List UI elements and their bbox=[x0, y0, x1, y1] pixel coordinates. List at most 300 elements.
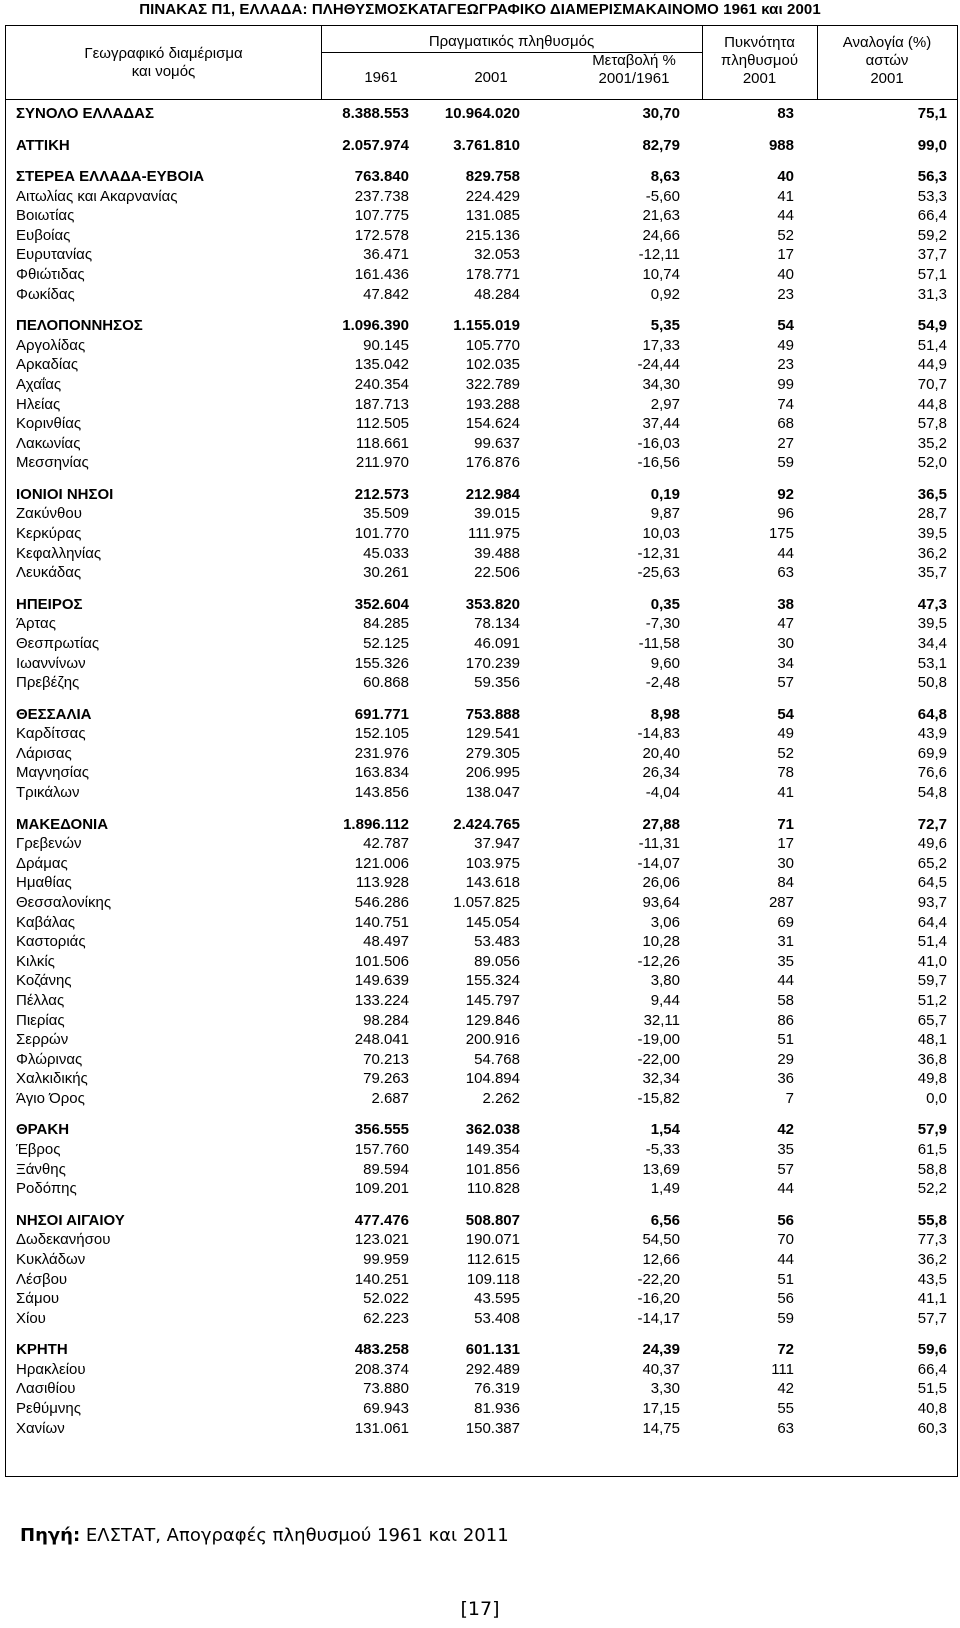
population-1961: 140.751 bbox=[354, 913, 409, 931]
urban-ratio-2001: 37,7 bbox=[917, 246, 947, 264]
region-name: Δωδεκανήσου bbox=[16, 1231, 111, 1249]
urban-ratio-2001: 51,5 bbox=[917, 1380, 947, 1398]
region-name: ΠΕΛΟΠΟΝΝΗΣΟΣ bbox=[16, 317, 143, 335]
region-name: Ημαθίας bbox=[16, 874, 72, 892]
population-1961: 69.943 bbox=[363, 1400, 409, 1417]
change-percent: 12,66 bbox=[642, 1250, 680, 1268]
region-name: Ζακύνθου bbox=[16, 505, 82, 523]
change-percent: 24,66 bbox=[642, 226, 680, 244]
region-name: ΜΑΚΕΔΟΝΙΑ bbox=[16, 815, 109, 833]
urban-ratio-2001: 44,8 bbox=[917, 395, 947, 413]
urban-ratio-2001: 36,5 bbox=[917, 485, 947, 503]
urban-ratio-2001: 54,8 bbox=[917, 784, 947, 801]
change-percent: 3,30 bbox=[650, 1380, 680, 1398]
population-1961: 30.261 bbox=[363, 564, 409, 582]
population-2001: 1.155.019 bbox=[453, 317, 520, 335]
population-1961: 133.224 bbox=[354, 991, 409, 1009]
population-1961: 231.976 bbox=[354, 744, 409, 762]
density-2001: 17 bbox=[777, 246, 794, 264]
population-1961: 101.770 bbox=[354, 525, 409, 542]
region-total-row bbox=[6, 104, 957, 124]
urban-ratio-2001: 34,4 bbox=[917, 634, 947, 652]
population-1961: 2.687 bbox=[371, 1089, 409, 1107]
urban-ratio-2001: 57,7 bbox=[917, 1309, 947, 1327]
population-1961: 211.970 bbox=[355, 454, 409, 472]
region-name: ΙΟΝΙΟΙ ΝΗΣΟΙ bbox=[16, 485, 114, 503]
change-percent: -16,56 bbox=[637, 454, 680, 472]
region-name: ΑΤΤΙΚΗ bbox=[16, 136, 70, 154]
density-2001: 57 bbox=[777, 674, 794, 692]
region-name: Ρεθύμνης bbox=[16, 1400, 81, 1417]
population-2001: 212.984 bbox=[465, 485, 520, 503]
population-1961: 73.880 bbox=[363, 1380, 409, 1398]
population-2001: 279.305 bbox=[465, 744, 520, 762]
urban-ratio-2001: 65,7 bbox=[917, 1011, 947, 1029]
urban-ratio-2001: 61,5 bbox=[917, 1141, 947, 1158]
region-total-row bbox=[6, 595, 957, 615]
population-2001: 2.262 bbox=[482, 1089, 520, 1107]
population-1961: 356.555 bbox=[354, 1121, 409, 1139]
population-2001: 53.483 bbox=[474, 933, 520, 951]
population-2001: 292.489 bbox=[465, 1360, 520, 1378]
region-name: Πιερίας bbox=[16, 1011, 65, 1029]
density-2001: 36 bbox=[777, 1070, 794, 1088]
table-row bbox=[6, 563, 957, 583]
table-row bbox=[6, 1230, 957, 1250]
population-2001: 129.541 bbox=[465, 725, 520, 743]
page-number: [17] bbox=[460, 1598, 500, 1620]
change-percent: 3,06 bbox=[650, 913, 680, 931]
region-name: Φλώρινας bbox=[16, 1050, 83, 1068]
header-density: Πυκνότητα πληθυσμού 2001 bbox=[720, 34, 799, 87]
urban-ratio-2001: 43,5 bbox=[917, 1270, 947, 1288]
density-2001: 34 bbox=[777, 654, 794, 672]
urban-ratio-2001: 57,8 bbox=[917, 415, 947, 433]
population-2001: 150.387 bbox=[465, 1419, 520, 1437]
change-percent: 21,63 bbox=[642, 207, 680, 225]
density-2001: 35 bbox=[777, 952, 794, 970]
change-percent: -25,63 bbox=[637, 564, 680, 582]
change-percent: -12,31 bbox=[637, 544, 680, 562]
density-2001: 42 bbox=[777, 1121, 794, 1139]
table-row bbox=[6, 1419, 957, 1439]
region-name: Πρεβέζης bbox=[16, 674, 80, 692]
change-percent: 0,92 bbox=[650, 285, 680, 303]
table-row bbox=[6, 873, 957, 893]
population-2001: 176.876 bbox=[465, 454, 520, 472]
urban-ratio-2001: 43,9 bbox=[917, 725, 947, 743]
region-name: Γρεβενών bbox=[16, 835, 82, 853]
density-2001: 29 bbox=[777, 1050, 794, 1068]
population-2001: 76.319 bbox=[474, 1380, 520, 1398]
change-percent: 2,97 bbox=[650, 395, 680, 413]
change-percent: 17,15 bbox=[642, 1400, 680, 1417]
population-2001: 362.038 bbox=[465, 1121, 520, 1139]
region-total-row bbox=[6, 1120, 957, 1140]
urban-ratio-2001: 65,2 bbox=[917, 854, 947, 872]
change-percent: 1,49 bbox=[650, 1180, 680, 1198]
population-1961: 42.787 bbox=[363, 835, 409, 853]
population-2001: 102.035 bbox=[465, 356, 520, 374]
density-2001: 71 bbox=[777, 815, 794, 833]
region-name: ΝΗΣΟΙ ΑΙΓΑΙΟΥ bbox=[16, 1211, 125, 1229]
urban-ratio-2001: 59,7 bbox=[917, 972, 947, 990]
region-total-row bbox=[6, 705, 957, 725]
change-percent: -19,00 bbox=[637, 1031, 680, 1049]
change-percent: -22,20 bbox=[637, 1270, 680, 1288]
density-2001: 41 bbox=[777, 784, 794, 801]
table-row bbox=[6, 783, 957, 803]
urban-ratio-2001: 51,4 bbox=[917, 336, 947, 354]
population-2001: 32.053 bbox=[474, 246, 520, 264]
density-2001: 23 bbox=[777, 285, 794, 303]
region-name: Χαλκιδικής bbox=[16, 1070, 88, 1088]
change-percent: 9,87 bbox=[650, 505, 680, 523]
urban-ratio-2001: 51,2 bbox=[917, 991, 947, 1009]
density-2001: 44 bbox=[777, 972, 794, 990]
region-name: Ξάνθης bbox=[16, 1160, 66, 1178]
urban-ratio-2001: 39,5 bbox=[917, 615, 947, 633]
population-2001: 2.424.765 bbox=[453, 815, 520, 833]
change-percent: -14,83 bbox=[637, 725, 680, 743]
population-1961: 546.286 bbox=[354, 893, 409, 911]
population-1961: 2.057.974 bbox=[342, 136, 409, 154]
population-2001: 145.054 bbox=[465, 913, 520, 931]
table-row bbox=[6, 893, 957, 913]
region-name: Μεσσηνίας bbox=[16, 454, 89, 472]
density-2001: 49 bbox=[777, 725, 794, 743]
density-2001: 54 bbox=[777, 705, 794, 723]
change-percent: 9,60 bbox=[650, 654, 680, 672]
population-1961: 123.021 bbox=[354, 1231, 409, 1249]
change-percent: -16,03 bbox=[637, 434, 680, 452]
density-2001: 35 bbox=[777, 1141, 794, 1158]
population-1961: 35.509 bbox=[363, 505, 409, 523]
table-row bbox=[6, 453, 957, 473]
population-1961: 107.775 bbox=[354, 207, 409, 225]
urban-ratio-2001: 66,4 bbox=[917, 1360, 947, 1378]
population-1961: 113.928 bbox=[355, 874, 409, 892]
population-2001: 170.239 bbox=[465, 654, 520, 672]
population-1961: 163.834 bbox=[354, 764, 409, 782]
region-name: Λακωνίας bbox=[16, 434, 81, 452]
urban-ratio-2001: 40,8 bbox=[917, 1400, 947, 1417]
change-percent: -5,60 bbox=[645, 187, 680, 205]
table-row bbox=[6, 206, 957, 226]
change-percent: 10,74 bbox=[642, 266, 680, 283]
table-row bbox=[6, 654, 957, 674]
population-1961: 187.713 bbox=[354, 395, 409, 413]
population-1961: 48.497 bbox=[363, 933, 409, 951]
change-percent: 0,19 bbox=[650, 485, 680, 503]
region-name: Θεσπρωτίας bbox=[16, 634, 100, 652]
region-name: ΘΕΣΣΑΛΙΑ bbox=[16, 705, 92, 723]
population-1961: 84.285 bbox=[363, 615, 409, 633]
population-2001: 753.888 bbox=[465, 705, 520, 723]
population-2001: 46.091 bbox=[474, 634, 520, 652]
region-total-row bbox=[6, 1211, 957, 1231]
change-percent: 32,11 bbox=[643, 1011, 680, 1029]
population-1961: 52.125 bbox=[363, 634, 409, 652]
table-row bbox=[6, 744, 957, 764]
urban-ratio-2001: 35,2 bbox=[917, 434, 947, 452]
change-percent: 10,03 bbox=[642, 525, 680, 542]
population-1961: 140.251 bbox=[354, 1270, 409, 1288]
density-2001: 44 bbox=[777, 1180, 794, 1198]
region-name: Ιωαννίνων bbox=[16, 654, 86, 672]
population-1961: 763.840 bbox=[354, 168, 409, 185]
population-2001: 81.936 bbox=[474, 1400, 520, 1417]
urban-ratio-2001: 99,0 bbox=[917, 136, 947, 154]
change-percent: -4,04 bbox=[645, 784, 680, 801]
urban-ratio-2001: 39,5 bbox=[917, 525, 947, 542]
table-row bbox=[6, 1179, 957, 1199]
change-percent: 1,54 bbox=[650, 1121, 680, 1139]
population-1961: 172.578 bbox=[354, 226, 409, 244]
change-percent: 32,34 bbox=[642, 1070, 680, 1088]
table-row bbox=[6, 1360, 957, 1380]
density-2001: 287 bbox=[768, 893, 794, 911]
urban-ratio-2001: 36,2 bbox=[917, 1250, 947, 1268]
region-name: Χίου bbox=[16, 1309, 46, 1327]
population-1961: 477.476 bbox=[354, 1211, 409, 1229]
population-1961: 483.258 bbox=[354, 1341, 409, 1359]
change-percent: 24,39 bbox=[642, 1341, 680, 1359]
population-2001: 508.807 bbox=[465, 1211, 520, 1229]
region-name: Κερκύρας bbox=[16, 525, 82, 542]
urban-ratio-2001: 36,8 bbox=[917, 1050, 947, 1068]
change-percent: -14,07 bbox=[637, 854, 680, 872]
change-percent: 13,69 bbox=[642, 1160, 680, 1178]
population-1961: 36.471 bbox=[363, 246, 409, 264]
region-name: Φωκίδας bbox=[16, 285, 75, 303]
table-row bbox=[6, 634, 957, 654]
density-2001: 84 bbox=[777, 874, 794, 892]
header-change: Μεταβολή % 2001/1961 bbox=[592, 52, 676, 87]
change-percent: 37,44 bbox=[642, 415, 680, 433]
population-2001: 129.846 bbox=[465, 1011, 520, 1029]
population-1961: 8.388.553 bbox=[342, 105, 409, 122]
density-2001: 86 bbox=[777, 1011, 794, 1029]
table-row bbox=[6, 932, 957, 952]
urban-ratio-2001: 35,7 bbox=[917, 564, 947, 582]
change-percent: 20,40 bbox=[642, 744, 680, 762]
table-row bbox=[6, 355, 957, 375]
population-1961: 99.959 bbox=[363, 1250, 409, 1268]
region-name: Μαγνησίας bbox=[16, 764, 90, 782]
region-name: ΘΡΑΚΗ bbox=[16, 1121, 70, 1139]
table-row bbox=[6, 1011, 957, 1031]
region-name: Σερρών bbox=[16, 1031, 69, 1049]
table-row bbox=[6, 1140, 957, 1160]
population-2001: 99.637 bbox=[474, 434, 520, 452]
table-row bbox=[6, 1050, 957, 1070]
urban-ratio-2001: 51,4 bbox=[917, 933, 947, 951]
density-2001: 74 bbox=[777, 395, 794, 413]
region-name: ΣΥΝΟΛΟ ΕΛΛΑΔΑΣ bbox=[16, 105, 155, 122]
change-percent: 93,64 bbox=[642, 893, 680, 911]
region-name: Ηρακλείου bbox=[16, 1360, 86, 1378]
region-name: Λάρισας bbox=[16, 744, 72, 762]
density-2001: 51 bbox=[777, 1031, 794, 1049]
urban-ratio-2001: 54,9 bbox=[917, 317, 947, 335]
density-2001: 52 bbox=[777, 226, 794, 244]
change-percent: -15,82 bbox=[637, 1089, 680, 1107]
population-2001: 43.595 bbox=[474, 1290, 520, 1308]
region-name: ΗΠΕΙΡΟΣ bbox=[16, 595, 83, 613]
urban-ratio-2001: 56,3 bbox=[917, 168, 947, 185]
change-percent: 5,35 bbox=[650, 317, 680, 335]
population-1961: 157.760 bbox=[354, 1141, 409, 1158]
table-row bbox=[6, 952, 957, 972]
population-1961: 131.061 bbox=[354, 1419, 409, 1437]
population-2001: 829.758 bbox=[465, 168, 520, 185]
change-percent: -12,11 bbox=[638, 246, 680, 264]
population-2001: 601.131 bbox=[465, 1341, 520, 1359]
density-2001: 56 bbox=[777, 1290, 794, 1308]
region-name: Φθιώτιδας bbox=[16, 266, 85, 283]
change-percent: 54,50 bbox=[642, 1231, 680, 1249]
density-2001: 988 bbox=[768, 136, 794, 154]
population-2001: 200.916 bbox=[465, 1031, 520, 1049]
population-2001: 48.284 bbox=[474, 285, 520, 303]
change-percent: -16,20 bbox=[637, 1290, 680, 1308]
population-1961: 237.738 bbox=[354, 187, 409, 205]
table-row bbox=[6, 1160, 957, 1180]
density-2001: 68 bbox=[777, 415, 794, 433]
population-2001: 143.618 bbox=[465, 874, 520, 892]
table-row bbox=[6, 226, 957, 246]
population-1961: 208.374 bbox=[354, 1360, 409, 1378]
urban-ratio-2001: 0,0 bbox=[926, 1089, 947, 1107]
region-name: Κιλκίς bbox=[16, 952, 55, 970]
region-name: Αργολίδας bbox=[16, 336, 86, 354]
change-percent: 6,56 bbox=[650, 1211, 680, 1229]
change-percent: -11,58 bbox=[638, 634, 680, 652]
urban-ratio-2001: 47,3 bbox=[917, 595, 947, 613]
urban-ratio-2001: 66,4 bbox=[917, 207, 947, 225]
change-percent: 0,35 bbox=[650, 595, 680, 613]
change-percent: -2,48 bbox=[645, 674, 680, 692]
population-1961: 90.145 bbox=[363, 336, 409, 354]
region-name: Άγιο Όρος bbox=[16, 1089, 85, 1107]
table-row bbox=[6, 544, 957, 564]
change-percent: -14,17 bbox=[637, 1309, 680, 1327]
table-row bbox=[6, 991, 957, 1011]
urban-ratio-2001: 59,6 bbox=[917, 1341, 947, 1359]
density-2001: 31 bbox=[777, 933, 794, 951]
region-name: Αιτωλίας και Ακαρνανίας bbox=[16, 187, 178, 205]
region-name: ΚΡΗΤΗ bbox=[16, 1341, 68, 1359]
population-1961: 161.436 bbox=[354, 266, 409, 283]
population-2001: 193.288 bbox=[465, 395, 520, 413]
density-2001: 59 bbox=[777, 454, 794, 472]
population-2001: 22.506 bbox=[474, 564, 520, 582]
change-percent: 3,80 bbox=[650, 972, 680, 990]
change-percent: 10,28 bbox=[642, 933, 680, 951]
urban-ratio-2001: 64,8 bbox=[917, 705, 947, 723]
urban-ratio-2001: 28,7 bbox=[917, 505, 947, 523]
density-2001: 55 bbox=[777, 1400, 794, 1417]
population-2001: 190.071 bbox=[465, 1231, 520, 1249]
region-name: Καβάλας bbox=[16, 913, 75, 931]
table-row bbox=[6, 834, 957, 854]
table-row bbox=[6, 1089, 957, 1109]
header-region: Γεωγραφικό διαμέρισμα και νομός bbox=[84, 45, 243, 80]
urban-ratio-2001: 77,3 bbox=[917, 1231, 947, 1249]
density-2001: 41 bbox=[777, 187, 794, 205]
density-2001: 63 bbox=[777, 564, 794, 582]
density-2001: 52 bbox=[777, 744, 794, 762]
population-1961: 121.006 bbox=[354, 854, 409, 872]
population-1961: 45.033 bbox=[363, 544, 409, 562]
change-percent: 82,79 bbox=[642, 136, 680, 154]
change-percent: 8,98 bbox=[650, 705, 680, 723]
table-row bbox=[6, 971, 957, 991]
population-2001: 224.429 bbox=[465, 187, 520, 205]
header-2001: 2001 bbox=[474, 69, 508, 86]
density-2001: 58 bbox=[777, 991, 794, 1009]
urban-ratio-2001: 36,2 bbox=[917, 544, 947, 562]
density-2001: 92 bbox=[777, 485, 794, 503]
region-name: Κοζάνης bbox=[16, 972, 72, 990]
population-2001: 145.797 bbox=[465, 991, 520, 1009]
density-2001: 99 bbox=[777, 375, 794, 393]
population-1961: 212.573 bbox=[354, 485, 409, 503]
population-1961: 152.105 bbox=[354, 725, 409, 743]
urban-ratio-2001: 59,2 bbox=[917, 226, 947, 244]
table-row bbox=[6, 854, 957, 874]
population-2001: 353.820 bbox=[465, 595, 520, 613]
density-2001: 54 bbox=[777, 317, 794, 335]
population-1961: 143.856 bbox=[354, 784, 409, 801]
density-2001: 111 bbox=[771, 1360, 794, 1378]
population-1961: 52.022 bbox=[363, 1290, 409, 1308]
density-2001: 17 bbox=[777, 835, 794, 853]
urban-ratio-2001: 93,7 bbox=[917, 893, 947, 911]
region-name: Σάμου bbox=[16, 1290, 60, 1308]
region-name: Δράμας bbox=[16, 854, 68, 872]
density-2001: 59 bbox=[777, 1309, 794, 1327]
population-2001: 59.356 bbox=[474, 674, 520, 692]
region-name: Αρκαδίας bbox=[16, 356, 79, 374]
table-row bbox=[6, 414, 957, 434]
population-2001: 131.085 bbox=[465, 207, 520, 225]
population-table bbox=[5, 25, 958, 1477]
table-row bbox=[6, 614, 957, 634]
urban-ratio-2001: 41,0 bbox=[917, 952, 947, 970]
population-1961: 62.223 bbox=[363, 1309, 409, 1327]
region-name: Τρικάλων bbox=[16, 784, 80, 801]
region-name: Ευβοίας bbox=[16, 226, 71, 244]
region-name: Ευρυτανίας bbox=[16, 246, 93, 264]
density-2001: 51 bbox=[777, 1270, 794, 1288]
density-2001: 44 bbox=[777, 207, 794, 225]
urban-ratio-2001: 49,8 bbox=[917, 1070, 947, 1088]
population-2001: 111.975 bbox=[468, 525, 520, 542]
region-total-row bbox=[6, 136, 957, 156]
density-2001: 7 bbox=[785, 1089, 794, 1107]
change-percent: -22,00 bbox=[637, 1050, 680, 1068]
change-percent: 17,33 bbox=[642, 336, 680, 354]
urban-ratio-2001: 55,8 bbox=[917, 1211, 947, 1229]
population-1961: 70.213 bbox=[363, 1050, 409, 1068]
density-2001: 70 bbox=[777, 1231, 794, 1249]
population-1961: 112.505 bbox=[355, 415, 409, 433]
change-percent: -24,44 bbox=[637, 356, 680, 374]
urban-ratio-2001: 60,3 bbox=[917, 1419, 947, 1437]
density-2001: 96 bbox=[777, 505, 794, 523]
